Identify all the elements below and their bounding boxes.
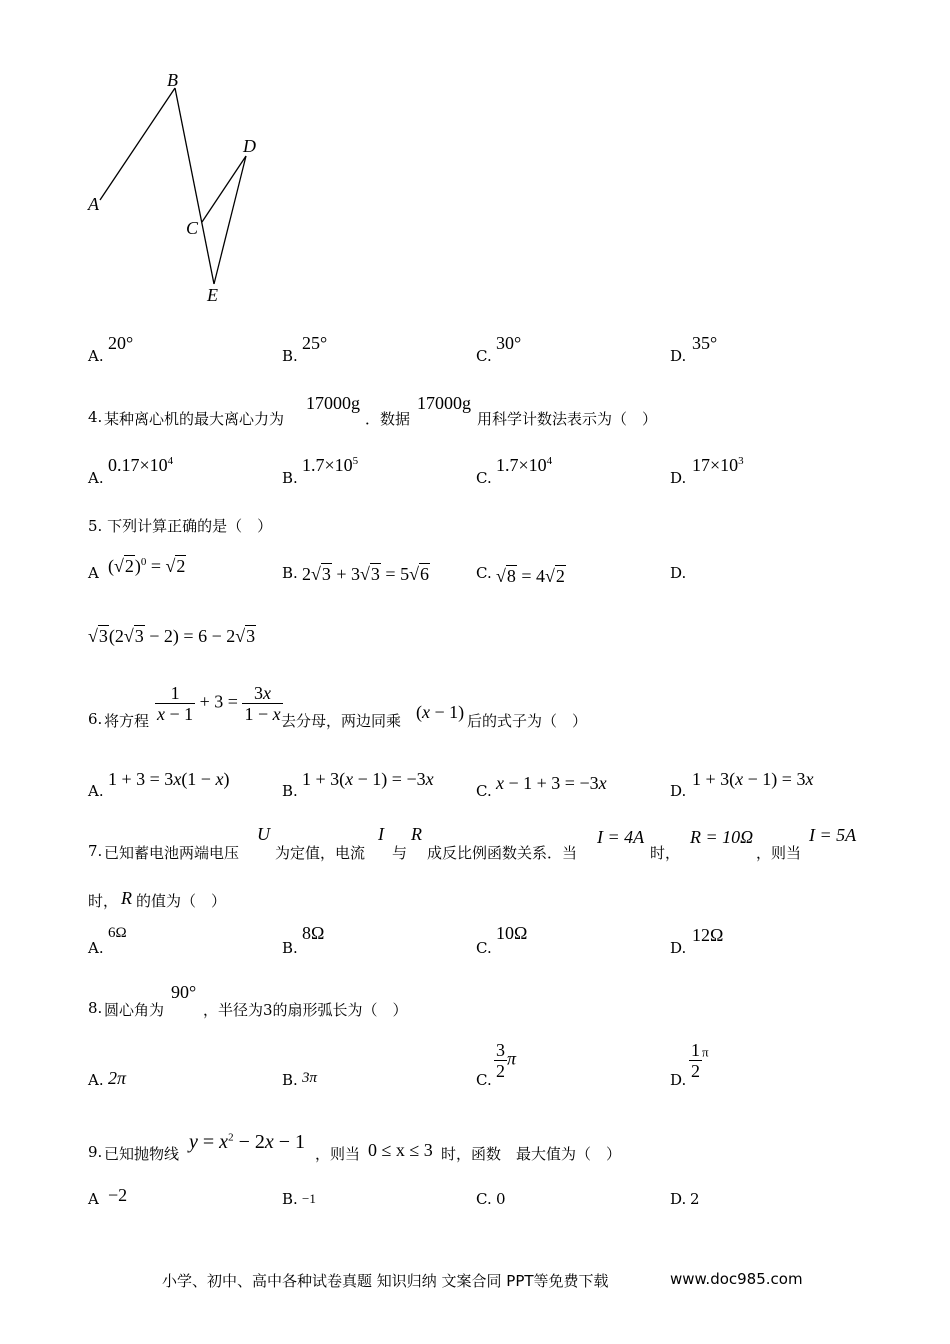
- footer-url[interactable]: www.doc985.com: [670, 1270, 803, 1288]
- q4-option-b-value: $1.7\times 10^5$: [302, 455, 359, 475]
- segment-ab: [100, 88, 175, 200]
- q7-stem-5: 时，: [650, 844, 681, 862]
- q7-option-c-letter[interactable]: C.: [476, 939, 492, 957]
- q7-line2-var-r: R: [121, 888, 132, 908]
- q4-option-c-letter[interactable]: C.: [476, 469, 492, 487]
- q9-option-a-letter[interactable]: A: [88, 1190, 99, 1208]
- q9-stem-3: 时，函数 最大值为（ ）: [441, 1145, 622, 1163]
- q9-option-d-letter[interactable]: D.: [670, 1190, 687, 1208]
- q4-stem-3: 用科学计数法表示为（ ）: [477, 410, 658, 428]
- q6-option-c-letter[interactable]: C.: [476, 782, 492, 800]
- q5-option-b-letter[interactable]: B.: [282, 564, 298, 582]
- q9-option-a-value: −2: [108, 1185, 128, 1205]
- q6-stem-1: 将方程: [104, 712, 150, 730]
- q8-option-a-value: 2π: [108, 1068, 127, 1088]
- q7-condition-1: I = 4A: [597, 827, 645, 847]
- q3-option-a-letter[interactable]: A.: [88, 347, 104, 365]
- q5-option-c-letter[interactable]: C.: [476, 564, 492, 582]
- q9-range: 0 ≤ x ≤ 3: [368, 1140, 433, 1160]
- q7-condition-2: R = 10Ω: [690, 827, 754, 847]
- q4-value-1: 17000g: [306, 393, 360, 413]
- q9-number: 9.: [88, 1143, 103, 1161]
- q7-stem-4: 成反比例函数关系．当: [427, 844, 578, 862]
- point-label-c: C: [186, 218, 199, 238]
- q7-option-b-value: 8Ω: [302, 923, 325, 943]
- point-label-a: A: [88, 194, 99, 214]
- q9-stem-1: 已知抛物线: [104, 1145, 180, 1163]
- q8-option-b-value: 3π: [302, 1070, 318, 1086]
- q8-option-d-value: $\frac{1}{2}$ $^\pi$: [691, 1040, 709, 1081]
- q6-option-d-letter[interactable]: D.: [670, 782, 687, 800]
- q6-option-a-letter[interactable]: A.: [88, 782, 104, 800]
- q7-var-u: U: [257, 824, 270, 844]
- q9-parabola: $y = x^2 - 2x - 1$: [189, 1131, 306, 1153]
- q6-option-b-expr: 1 + 3(x − 1) = −3x: [302, 769, 434, 789]
- footer-text: 小学、初中、高中各种试卷真题 知识归纳 文案合同 PPT等免费下载: [162, 1272, 609, 1290]
- segment-de: [214, 156, 246, 284]
- q9-option-d-value: 2: [690, 1190, 700, 1208]
- q3-option-c-value: 30°: [496, 333, 522, 353]
- geometry-figure: [0, 0, 300, 320]
- q8-option-c-letter[interactable]: C.: [476, 1071, 492, 1089]
- q4-stem-2: ．数据: [365, 410, 411, 428]
- q5-option-d-expr: √3(2√3 − 2) = 6 − 2√3: [88, 626, 256, 646]
- q5-option-b-expr: 2√3 + 3√3 = 5√6: [302, 564, 429, 584]
- q3-option-a-value: 20°: [108, 333, 134, 353]
- q7-stem-1: 已知蓄电池两端电压: [104, 844, 240, 862]
- q3-option-c-letter[interactable]: C.: [476, 347, 492, 365]
- q4-option-a-value: $0.17\times 10^4$: [108, 455, 174, 475]
- q7-stem-line2-2: 的值为（ ）: [136, 892, 227, 910]
- q5-option-a-letter[interactable]: A: [88, 564, 99, 582]
- q9-option-c-letter[interactable]: C.: [476, 1190, 492, 1208]
- q8-angle: 90°: [171, 982, 197, 1002]
- q6-option-b-letter[interactable]: B.: [282, 782, 298, 800]
- q8-option-d-letter[interactable]: D.: [670, 1071, 687, 1089]
- q6-stem-3: 后的式子为（ ）: [467, 712, 588, 730]
- q6-stem-2: 去分母，两边同乘: [281, 712, 402, 730]
- q7-stem-6: ，则当: [756, 844, 802, 862]
- q7-stem-3: 与: [392, 844, 408, 862]
- point-label-b: B: [167, 70, 178, 90]
- q9-option-b-value: −1: [302, 1191, 316, 1206]
- q7-stem-2: 为定值，电流: [275, 844, 366, 862]
- q4-option-c-value: $1.7\times 10^4$: [496, 455, 553, 475]
- q6-option-c-expr: x − 1 + 3 = −3x: [496, 773, 607, 793]
- q7-var-r: R: [411, 824, 422, 844]
- q6-option-a-expr: 1 + 3 = 3x(1 − x): [108, 769, 230, 789]
- q7-option-b-letter[interactable]: B.: [282, 939, 298, 957]
- q3-option-b-letter[interactable]: B.: [282, 347, 298, 365]
- q8-option-c-value: $\frac{3}{2}$ π: [496, 1040, 517, 1081]
- point-label-d: D: [243, 136, 256, 156]
- q8-number: 8.: [88, 999, 103, 1017]
- q6-option-d-expr: 1 + 3(x − 1) = 3x: [692, 769, 814, 789]
- q4-stem-1: 某种离心机的最大离心力为: [104, 410, 285, 428]
- q6-number: 6.: [88, 710, 103, 728]
- q5-option-c-expr: √8 = 4√2: [496, 566, 565, 586]
- q8-option-b-letter[interactable]: B.: [282, 1071, 298, 1089]
- q8-option-a-letter[interactable]: A.: [88, 1071, 104, 1089]
- q7-number: 7.: [88, 842, 103, 860]
- q5-option-d-letter[interactable]: D.: [670, 564, 687, 582]
- q9-stem-2: ，则当: [315, 1145, 361, 1163]
- q8-stem-1: 圆心角为: [104, 1001, 165, 1019]
- point-label-e: E: [207, 285, 218, 305]
- q4-value-2: 17000g: [417, 393, 471, 413]
- q8-stem-2: ，半径为3的扇形弧长为（ ）: [203, 1001, 408, 1019]
- q6-multiplier: (x − 1): [416, 702, 465, 722]
- q4-option-b-letter[interactable]: B.: [282, 469, 298, 487]
- q7-option-d-letter[interactable]: D.: [670, 939, 687, 957]
- q5-stem: 5. 下列计算正确的是（ ）: [88, 517, 273, 535]
- q7-option-d-value: 12Ω: [692, 925, 724, 945]
- q9-option-c-value: 0: [496, 1190, 506, 1208]
- q4-option-a-letter[interactable]: A.: [88, 469, 104, 487]
- segment-be: [175, 88, 214, 284]
- q3-option-d-value: 35°: [692, 333, 718, 353]
- q3-option-d-letter[interactable]: D.: [670, 347, 687, 365]
- q5-option-a-expr: $(√2)^0 = √2$: [108, 556, 186, 576]
- segment-cd: [202, 156, 246, 222]
- q4-option-d-value: $17\times 10^3$: [692, 455, 744, 475]
- q7-option-a-value: 6Ω: [108, 925, 127, 941]
- q6-equation: $\frac{1}{x - 1}$ + 3 = $\frac{3x}{1 - x}$: [157, 683, 281, 724]
- q4-number: 4.: [88, 408, 103, 426]
- q7-stem-line2-1: 时，: [88, 892, 119, 910]
- q7-var-i: I: [378, 824, 384, 844]
- q3-option-b-value: 25°: [302, 333, 328, 353]
- q9-option-b-letter[interactable]: B.: [282, 1190, 298, 1208]
- q4-option-d-letter[interactable]: D.: [670, 469, 687, 487]
- q7-option-c-value: 10Ω: [496, 923, 528, 943]
- q7-condition-3: I = 5A: [809, 825, 857, 845]
- q7-option-a-letter[interactable]: A.: [88, 939, 104, 957]
